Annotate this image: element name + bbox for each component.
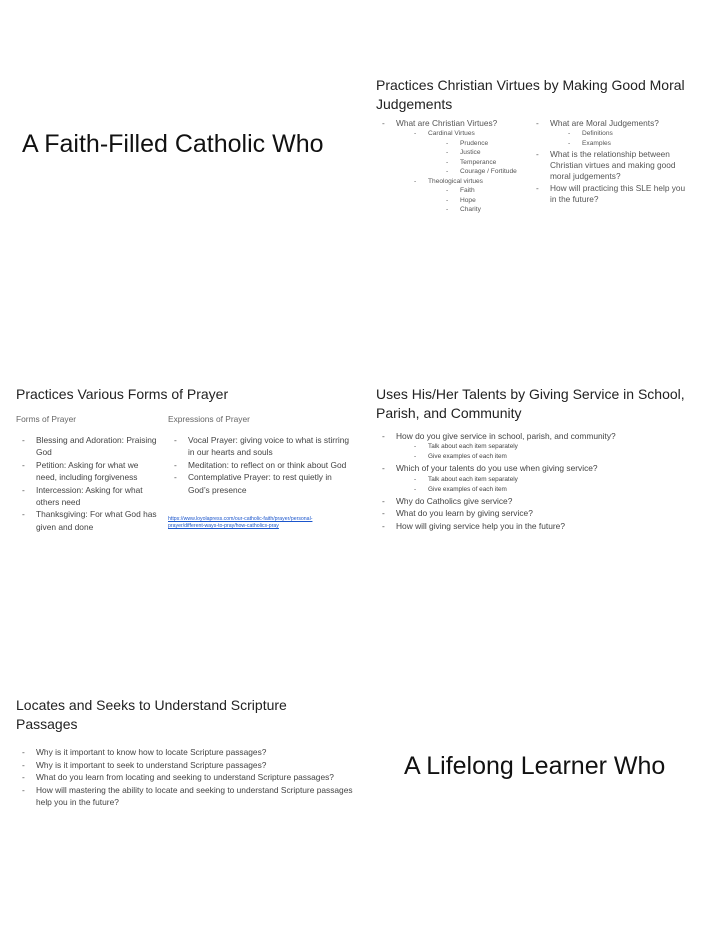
forms-label: Forms of Prayer (16, 414, 77, 424)
list-item: - Why is it important to seek to understand Scripture passages? (18, 759, 353, 772)
prayer-link[interactable]: https://www.loyolapress.com/our-catholic-faith/prayer/personal-prayer/different-ways-to-pray/how-catholics-pray (168, 516, 313, 529)
forms-list (18, 434, 160, 533)
slide-lifelong-learner (360, 622, 720, 933)
list-item: - Theological virtues - Faith - Hope - Charity (410, 177, 528, 215)
slide-scripture (0, 622, 360, 933)
list-item: - Faith (442, 186, 528, 196)
list-item: - Why do Catholics give service? (378, 495, 708, 507)
list-item: - Definitions (564, 129, 690, 139)
slide-title: Practices Christian Virtues by Making Good Moral Judgements (376, 77, 685, 112)
list-item: - Contemplative Prayer: to rest quietly in God’s presence (170, 471, 350, 496)
list-item: - Petition: Asking for what we need, including forgiveness (18, 459, 160, 484)
list-item: - Temperance (442, 158, 528, 168)
slide-service (360, 311, 720, 622)
list-item: - What do you learn by giving service? (378, 507, 708, 519)
list-item: - How do you give service in school, parish, and community? - Talk about each item separately - Give examples of each item (378, 430, 708, 462)
list-item: - Give examples of each item (410, 485, 708, 495)
list-item: - Blessing and Adoration: Praising God (18, 434, 160, 459)
list-item: - Prudence (442, 139, 528, 149)
slide-title: Uses His/Her Talents by Giving Service in School, Parish, and Community (376, 386, 685, 421)
slide-faith-filled (0, 0, 360, 311)
list-item: - Examples (564, 139, 690, 149)
list-item: - Charity (442, 205, 528, 215)
list-item: - How will practicing this SLE help you in the future? (532, 183, 690, 205)
list-item: - Why is it important to know how to locate Scripture passages? (18, 746, 353, 759)
expressions-label: Expressions of Prayer (168, 414, 250, 424)
moral-judgements-column (532, 118, 690, 206)
slide-title: Locates and Seeks to Understand Scripture Passages (16, 697, 287, 732)
slide-title: A Lifelong Learner Who (404, 752, 666, 780)
list-item: - Which of your talents do you use when giving service? - Talk about each item separately - Give examples of each item (378, 462, 708, 494)
list-item: - What is the relationship between Christian virtues and making good moral judgements? (532, 149, 690, 182)
list-item: - What are Moral Judgements? - Definitions - Examples (532, 118, 690, 148)
list-item: - What are Christian Virtues? - Cardinal Virtues - Prudence - Justice - Temperance - Courage / Fortitude - Theological virtues - Faith - Hope - Charity (378, 118, 528, 215)
slide-title: Practices Various Forms of Prayer (16, 386, 229, 402)
list-item: - Give examples of each item (410, 452, 708, 462)
list-item: - Hope (442, 196, 528, 206)
list-item: - Justice (442, 148, 528, 158)
expressions-list (170, 434, 350, 496)
slide-prayer (0, 311, 360, 622)
list-item: - Talk about each item separately (410, 475, 708, 485)
list-item: - Courage / Fortitude (442, 167, 528, 177)
list-item: - Intercession: Asking for what others need (18, 484, 160, 509)
scripture-list (18, 746, 353, 809)
list-item: - Meditation: to reflect on or think about God (170, 459, 350, 471)
slide-christian-virtues (360, 0, 720, 311)
list-item: - How will giving service help you in the future? (378, 520, 708, 532)
list-item: - Thanksgiving: For what God has given and done (18, 508, 160, 533)
slide-title: A Faith-Filled Catholic Who (22, 130, 324, 158)
list-item: - Cardinal Virtues - Prudence - Justice - Temperance - Courage / Fortitude (410, 129, 528, 177)
list-item: - Vocal Prayer: giving voice to what is stirring in our hearts and souls (170, 434, 350, 459)
list-item: - How will mastering the ability to locate and seeking to understand Scripture passages help you in the future? (18, 784, 353, 809)
virtues-column (378, 118, 528, 215)
service-list (378, 430, 708, 532)
list-item: - What do you learn from locating and seeking to understand Scripture passages? (18, 771, 353, 784)
list-item: - Talk about each item separately (410, 442, 708, 452)
